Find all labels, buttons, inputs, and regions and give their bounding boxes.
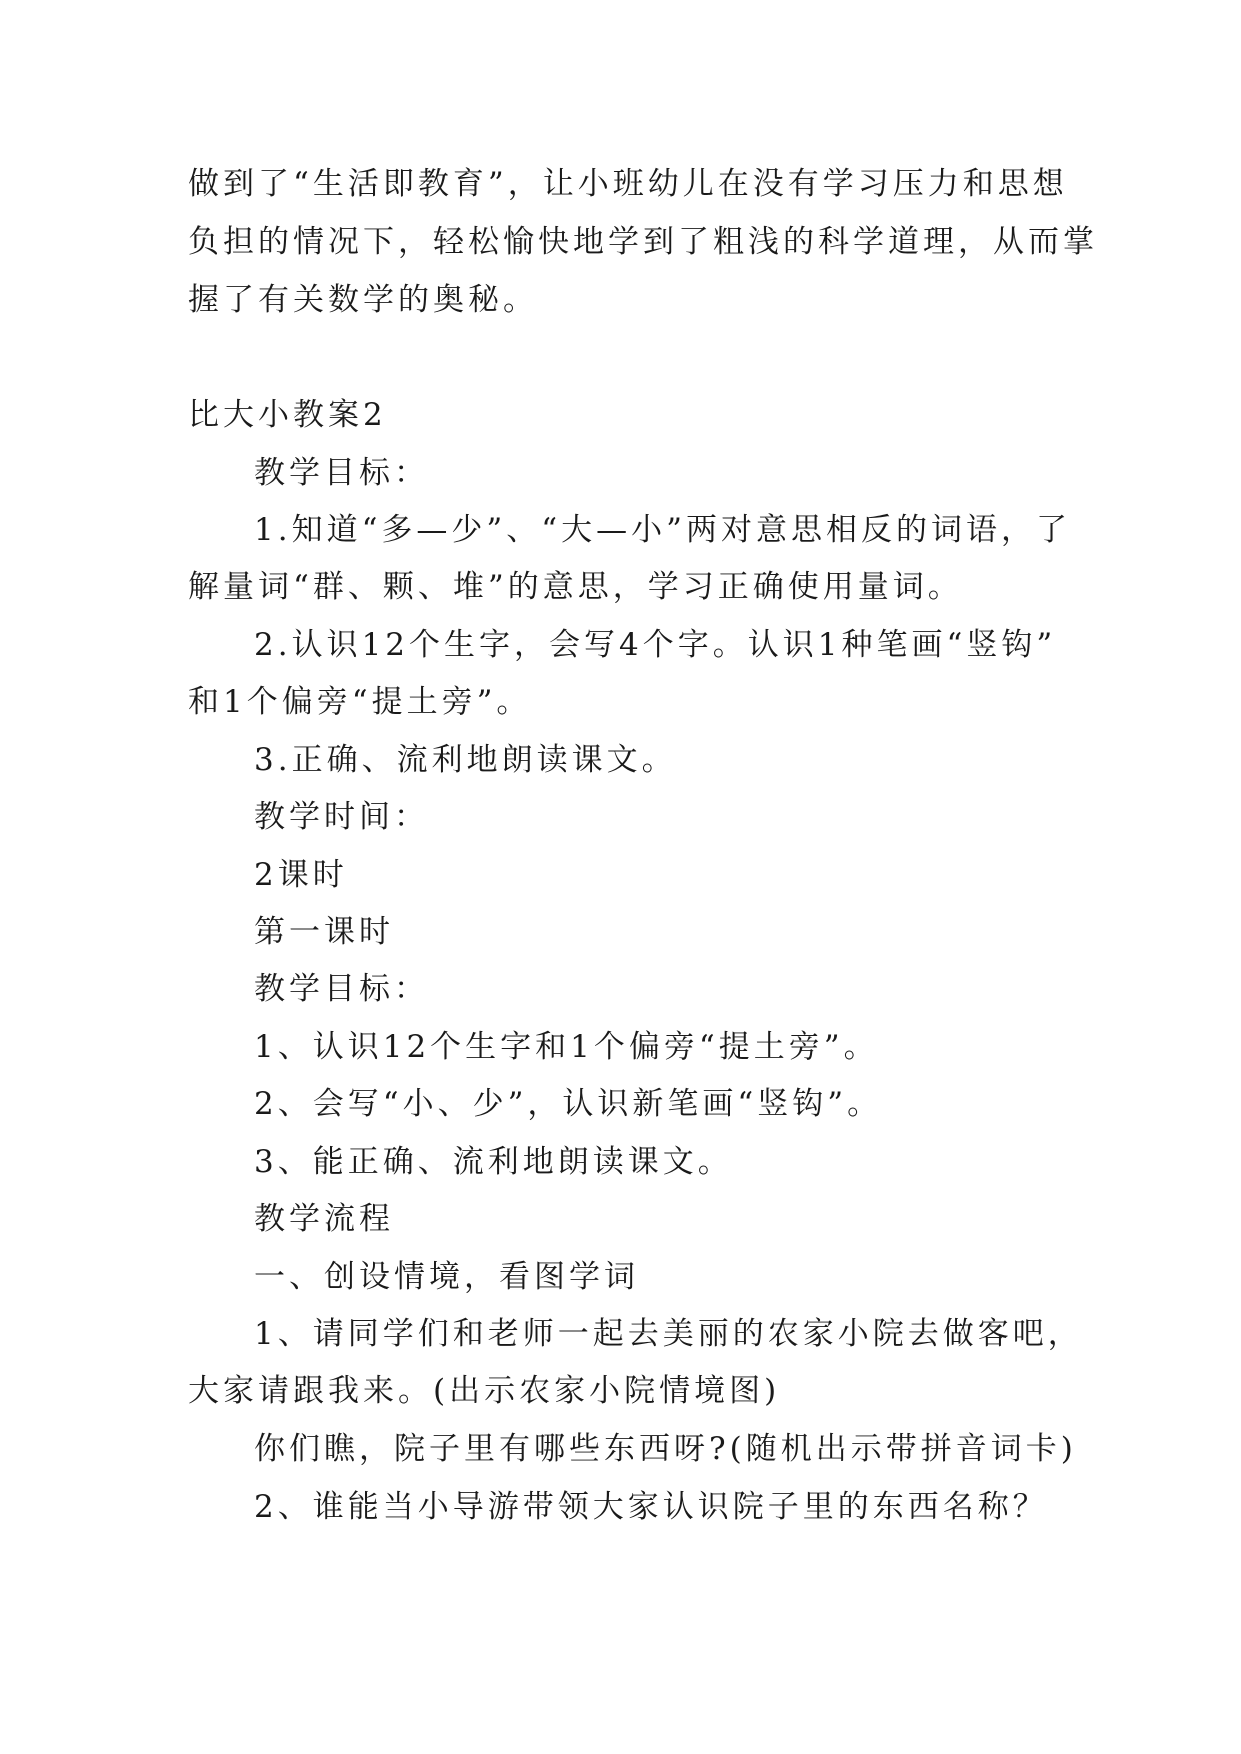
paragraph-line: 教学时间： [254, 799, 429, 835]
paragraph-line: 1、请同学们和老师一起去美丽的农家小院去做客吧， [254, 1316, 1083, 1352]
paragraph-line: 3.正确、流利地朗读课文。 [254, 742, 677, 778]
section-title: 比大小教案2 [188, 397, 387, 433]
paragraph-line: 教学目标： [254, 971, 429, 1007]
intro-line-1: 做到了“生活即教育”，让小班幼儿在没有学习压力和思想 [188, 166, 1068, 202]
paragraph-line: 第一课时 [254, 914, 394, 950]
paragraph-line: 一、创设情境，看图学词 [254, 1259, 639, 1295]
intro-line-3: 握了有关数学的奥秘。 [188, 282, 538, 318]
paragraph-line: 你们瞧，院子里有哪些东西呀?(随机出示带拼音词卡) [254, 1431, 1077, 1467]
paragraph-line: 教学流程 [254, 1201, 394, 1237]
paragraph-line: 2、谁能当小导游带领大家认识院子里的东西名称？ [254, 1489, 1048, 1525]
paragraph-line: 教学目标： [254, 455, 429, 491]
paragraph-line: 2课时 [254, 857, 348, 893]
paragraph-line: 解量词“群、颗、堆”的意思，学习正确使用量词。 [188, 569, 963, 605]
paragraph-line: 2.认识12个生字，会写4个字。认识1种笔画“竖钩” [254, 627, 1057, 663]
paragraph-line: 和1个偏旁“提土旁”。 [188, 684, 532, 720]
intro-line-2: 负担的情况下，轻松愉快地学到了粗浅的科学道理，从而掌 [188, 224, 1098, 260]
paragraph-line: 1、认识12个生字和1个偏旁“提土旁”。 [254, 1029, 879, 1065]
paragraph-line: 2、会写“小、少”，认识新笔画“竖钩”。 [254, 1086, 883, 1122]
paragraph-line: 3、能正确、流利地朗读课文。 [254, 1144, 733, 1180]
paragraph-line: 1.知道“多—少”、“大—小”两对意思相反的词语，了 [254, 512, 1071, 548]
paragraph-line: 大家请跟我来。(出示农家小院情境图) [188, 1373, 781, 1409]
